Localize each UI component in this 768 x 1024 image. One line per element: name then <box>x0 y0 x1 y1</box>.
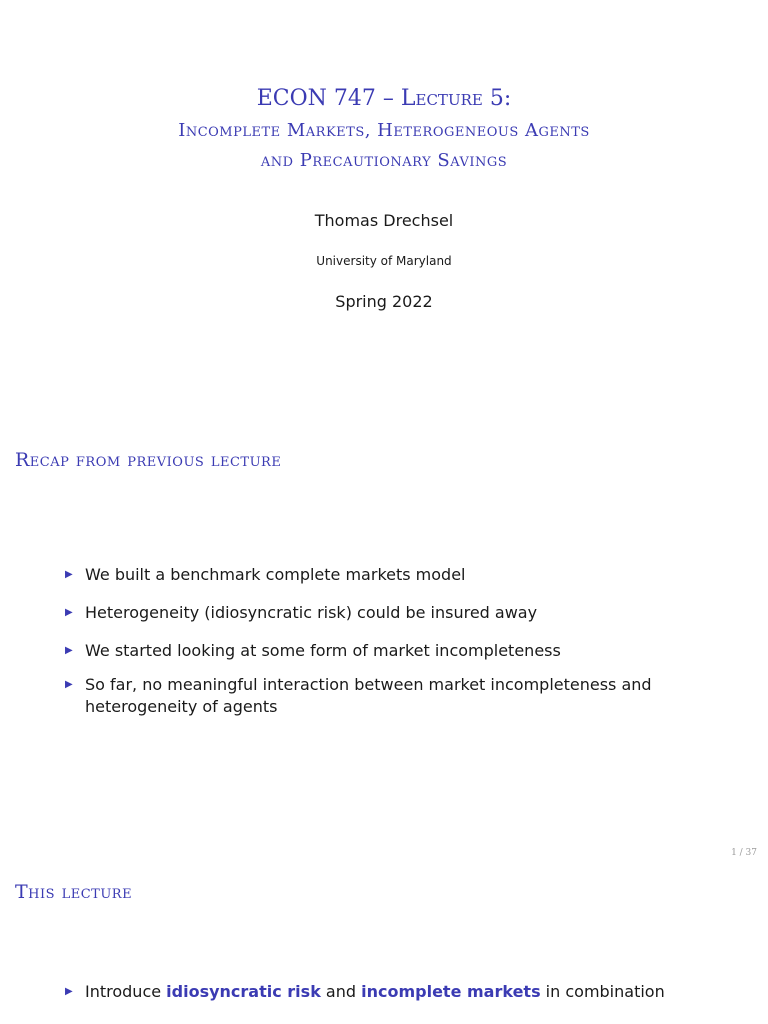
list-item <box>65 564 685 586</box>
bullet-text: Heterogeneity (idiosyncratic risk) could be insured away <box>85 603 538 622</box>
triangle-right-icon: ▶ <box>65 986 73 997</box>
bullet-text <box>85 981 685 1003</box>
lecture-date: Spring 2022 <box>335 292 433 311</box>
bullet-text: So far, no meaningful interaction between market incompleteness and heterogeneity of agents <box>85 675 652 716</box>
list-item <box>65 602 685 624</box>
triangle-right-icon: ▶ <box>65 679 73 690</box>
institute-name: University of Maryland <box>316 254 452 268</box>
list-item <box>65 674 685 718</box>
lecture-title-line-1: ECON 747 – Lecture 5: <box>256 86 512 111</box>
bullet-text: We started looking at some form of market incompleteness <box>85 641 561 660</box>
author-name: Thomas Drechsel <box>314 211 454 230</box>
bullet-text-part: in combination <box>540 982 665 1001</box>
page-number: 1 / 37 <box>731 848 757 858</box>
lecture-title-line-3: and Precautionary Savings <box>260 150 508 171</box>
highlight-idiosyncratic-risk: idiosyncratic risk <box>166 982 321 1001</box>
list-item <box>65 981 685 1003</box>
lecture-title-line-2: Incomplete Markets, Heterogeneous Agents <box>178 120 590 141</box>
slide-title-this-lecture: This lecture <box>15 881 133 903</box>
slide-title-recap: Recap from previous lecture <box>15 449 282 471</box>
list-item <box>65 640 685 662</box>
triangle-right-icon: ▶ <box>65 645 73 656</box>
highlight-incomplete-markets: incomplete markets <box>361 982 541 1001</box>
bullet-text: We built a benchmark complete markets model <box>85 565 466 584</box>
bullet-text-part: and <box>320 982 362 1001</box>
triangle-right-icon: ▶ <box>65 607 73 618</box>
bullet-text-part: Introduce <box>85 982 167 1001</box>
triangle-right-icon: ▶ <box>65 569 73 580</box>
